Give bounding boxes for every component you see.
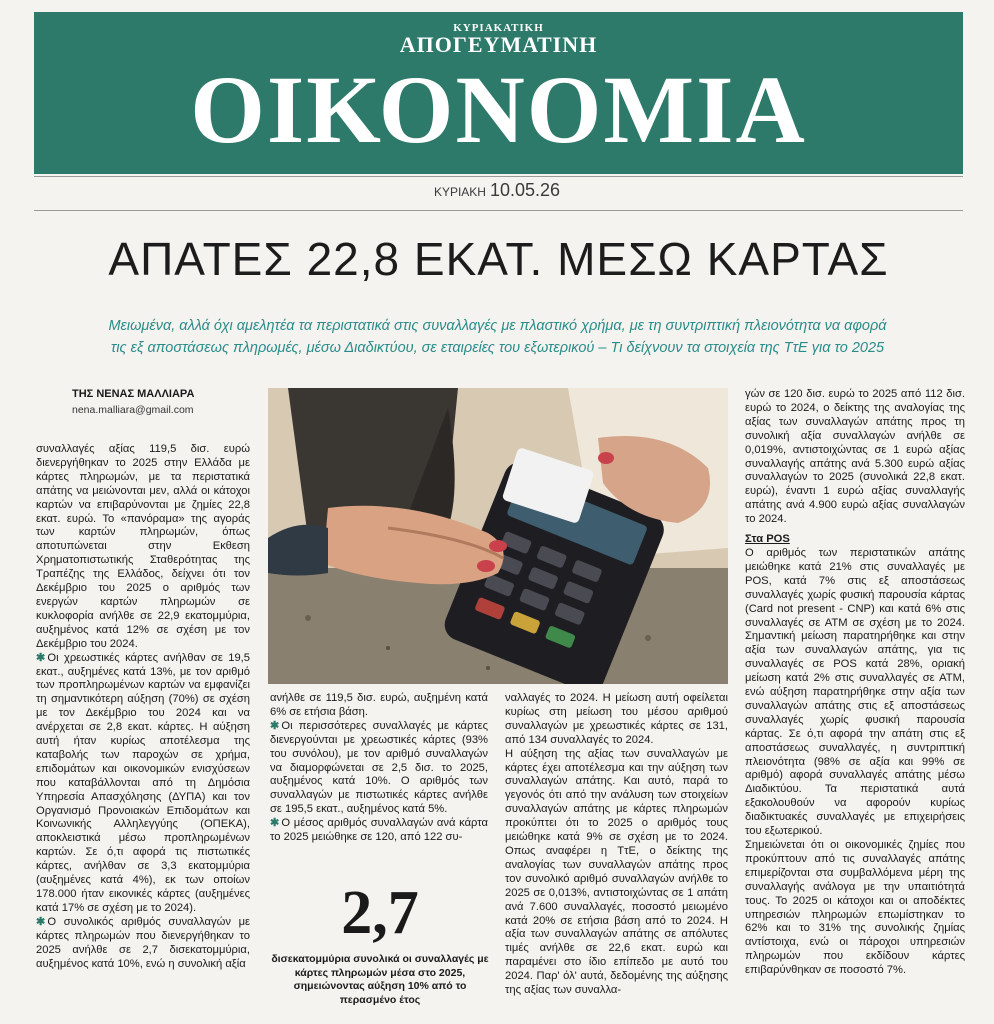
- byline: ΤΗΣ ΝΕΝΑΣ ΜΑΛΛΙΑΡΑ: [72, 388, 195, 400]
- article-column-2: [270, 692, 488, 845]
- article-column-3: [505, 692, 728, 998]
- paragraph: ✱ Οι περισσότερες συναλλαγές με κάρτες διενεργούνται με χρεωστικές κάρτες (93% του συνόλου), με τον αριθμό συναλλαγών να διαμορφώνεται σε 2,5 δισ. το 2025, αυξημένος κατά 10%. Ο αριθμός των συναλλαγών με πιστωτικές κάρτες ανήλθε σε 195,5 εκατ., αυξημένος κατά 5%.: [270, 719, 488, 816]
- author-email: nena.malliara@gmail.com: [72, 404, 194, 416]
- divider: [34, 210, 963, 211]
- bullet-icon: ✱: [270, 817, 280, 830]
- paragraph: γών σε 120 δισ. ευρώ το 2025 από 112 δισ. ευρώ το 2024, ο δείκτης της αναλογίας της αξίας των συναλλαγών απάτης προς τη συνολική αξία συναλλαγών ανήλθε σε 0,019%, αντιστοιχώντας σε 1 ευρώ αξίας συναλλαγής απάτης ανά 5.300 ευρώ αξίας συναλλαγών το 2025 (συνολικά 22,8 εκατ. ευρώ), έναντι 1 ευρώ αξίας συναλλαγής απάτης ανά 4.900 ευρώ αξίας συναλλαγών το 2024.: [745, 388, 965, 526]
- masthead-kicker: ΚΥΡΙΑΚΑΤΙΚΗ: [453, 22, 544, 34]
- paragraph: ✱ Ο μέσος αριθμός συναλλαγών ανά κάρτα το 2025 μειώθηκε σε 120, από 122 συ-: [270, 817, 488, 844]
- pos-terminal-illustration: [268, 388, 728, 684]
- paragraph: ✱ Οι χρεωστικές κάρτες ανήλθαν σε 19,5 εκατ., αυξημένες κατά 13%, με τον αριθμό των προπληρωμένων καρτών να εμφανίζει τη σημαντικότερη αύξηση (70%) σε σχέση με τον Δεκέμβριο του 2024 και να ανέρχεται σε 2,8 εκατ. κάρτες. Η αύξηση αυτή ήταν κυρίως αποτέλεσμα της καταβολής των παροχών σε χρήμα, επιδομάτων και οικονομικών ενισχύσεων που καταβάλλονται από τη Δημόσια Υπηρεσία Απασχόλησης (ΔΥΠΑ) και τον Οργανισμό Προνοιακών Επιδομάτων και Κοινωνικής Αλληλεγγύης (ΟΠΕΚΑ), αποκλειστικά μέσω προπληρωμένων καρτών. Σε ό,τι αφορά τις πιστωτικές κάρτες, ανήλθαν σε 3,3 εκατομμύρια (αυξημένες κατά 4%), εκ των οποίων 178.000 ήταν εικονικές κάρτες (αυξημένες κατά 17% σε σχέση με το 2024).: [36, 651, 250, 914]
- section-heading: Στα POS: [745, 533, 790, 546]
- section-title: ΟΙΚΟΝΟΜΙΑ: [190, 56, 807, 163]
- highlight-stat-caption: δισεκατομμύρια συνολικά οι συναλλαγές με κάρτες πληρωμών μέσα στο 2025, σημειώνοντας αύξηση 10% από το περασμένο έτος: [271, 953, 489, 1006]
- paragraph: ✱ Ο συνολικός αριθμός συναλλαγών με κάρτες πληρωμών που διενεργήθηκαν το 2025 ανήλθε σε 2,7 δισεκατομμύρια, αυξημένος κατά 10%, ενώ η συνολική αξία: [36, 915, 250, 970]
- paragraph: ναλλαγές το 2024. Η μείωση αυτή οφείλεται κυρίως στη μείωση του μέσου αριθμού συναλλαγών με χρεωστικές κάρτες σε 131, από 134 συναλλαγές το 2024.: [505, 692, 728, 746]
- article-subhead: [40, 315, 955, 359]
- article-column-1: [36, 443, 250, 971]
- paragraph: Ο αριθμός των περιστατικών απάτης μειώθηκε κατά 21% στις συναλλαγές με POS, κατά 7% στις εξ αποστάσεως συναλλαγές χωρίς φυσική παρουσία κάρτας (Card not present - CNP) και κατά 6% στις συναλλαγές σε ΑΤΜ σε σχέση με το 2024. Σημαντική μείωση παρατηρήθηκε και στην αξία των συναλλαγών απάτης, για τις συναλλαγές σε POS κατά 28%, οριακή μείωση κατά 2% στις συναλλαγές σε ΑΤΜ, ενώ αύξηση παρατηρήθηκε στην αξία των συναλλαγών απάτης στις εξ αποστάσεως συναλλαγές χωρίς φυσική παρουσία κάρτας. Σε ό,τι αφορά την απάτη στις εξ αποστάσεως συναλλαγές, η συντριπτική πλειονότητα (98% σε αξία και 99% σε αριθμό) αφορά συναλλαγές απάτης μέσω Διαδικτύου. Τα περιστατικά αυτά εξακολουθούν να αφορούν κυρίως διαδικτυακές συναλλαγές με επιχειρήσεις του εξωτερικού.: [745, 546, 965, 838]
- subhead-line: τις εξ αποστάσεως πληρωμές, μέσω Διαδικτύου, σε εταιρείες του εξωτερικού – Τι δείχνουν τα στοιχεία της ΤτΕ για το 2025: [110, 340, 885, 356]
- bullet-icon: ✱: [36, 651, 46, 664]
- paragraph: Σημειώνεται ότι οι οικονομικές ζημίες που προκύπτουν από τις συναλλαγές απάτης επιμερίζονται στα συμβαλλόμενα μέρη της συναλλαγής ανάλογα με την υπαιτιότητά τους. Το 2025 οι κάτοχοι και οι αποδέκτες υπηρεσιών πληρωμών επωμίστηκαν το 62% και το 31% της συνολικής ζημίας αντίστοιχα, ενώ οι πάροχοι υπηρεσιών πληρωμών που εκδίδουν κάρτες επιβαρύνθηκαν σε ποσοστό 7%.: [745, 839, 965, 977]
- card-payment-photo: [268, 388, 728, 684]
- masthead-paper-name: ΑΠΟΓΕΥΜΑΤΙΝΗ: [399, 32, 598, 57]
- paragraph: συναλλαγές αξίας 119,5 δισ. ευρώ διενεργήθηκαν το 2025 στην Ελλάδα με κάρτες πληρωμών, με τα περιστατικά απάτης να μειώνονται μεν, αλλά οι κάτοχοι καρτών να επιβαρύνονται με ζημίες 22,8 εκατ. ευρώ. Το «πανόραμα» της αγοράς των καρτών πληρωμών, όπως αποτυπώνεται στην Εκθεση Χρηματοπιστωτικής Σταθερότητας της Τραπέζης της Ελλάδος, δείχνει ότι τον Δεκέμβριο του 2025 ο αριθμός των ενεργών καρτών πληρωμών σε κυκλοφορία ανήλθε σε 22,9 εκατομμύρια, αυξημένος κατά 12% σε σχέση με τον Δεκέμβριο του 2024.: [36, 443, 250, 650]
- article-headline: ΑΠΑΤΕΣ 22,8 ΕΚΑΤ. ΜΕΣΩ ΚΑΡΤΑΣ: [108, 233, 889, 285]
- article-column-4: [745, 388, 965, 978]
- divider: [34, 176, 963, 177]
- highlight-stat-value: 2,7: [341, 879, 419, 947]
- paragraph: ανήλθε σε 119,5 δισ. ευρώ, αυξημένη κατά 6% σε ετήσια βάση.: [270, 692, 488, 718]
- subhead-line: Μειωμένα, αλλά όχι αμελητέα τα περιστατικά στις συναλλαγές με πλαστικό χρήμα, με τη συντριπτική πλειονότητα να αφορά: [108, 318, 887, 334]
- masthead: [34, 12, 963, 174]
- paragraph: Η αύξηση της αξίας των συναλλαγών με κάρτες έχει αποτέλεσμα και την αύξηση των συναλλαγών απάτης. Και αυτό, παρά το γεγονός ότι από την ανάλυση των στοιχείων συναλλαγών απάτης με κάρτες πληρωμών προκύπτει ότι το 2025 ο αριθμός τους μειώθηκε κατά 9% σε σχέση με το 2024. Οπως αναφέρει η ΤτΕ, ο δείκτης της αναλογίας των συναλλαγών απάτης προς τον συνολικό αριθμό συναλλαγών ανήλθε το 2025 σε 0,013%, αντιστοιχώντας σε 1 απάτη ανά 7.600 συναλλαγές, ποσοστό μειωμένο κατά 20% σε ετήσια βάση από το 2024. Η αξία των συναλλαγών απάτης σε απόλυτες τιμές ανήλθε σε 22,6 εκατ. ευρώ και παραμένει στο ίδιο επίπεδο με αυτό του 2024. Παρ' όλ' αυτά, δεδομένης της αύξησης της αξίας των συναλλα-: [505, 747, 728, 997]
- dateline-day: ΚΥΡΙΑΚΗ: [433, 185, 486, 199]
- bullet-icon: ✱: [270, 719, 280, 732]
- dateline-date: 10.05.26: [489, 180, 561, 200]
- bullet-icon: ✱: [36, 915, 46, 928]
- dateline: [0, 180, 994, 201]
